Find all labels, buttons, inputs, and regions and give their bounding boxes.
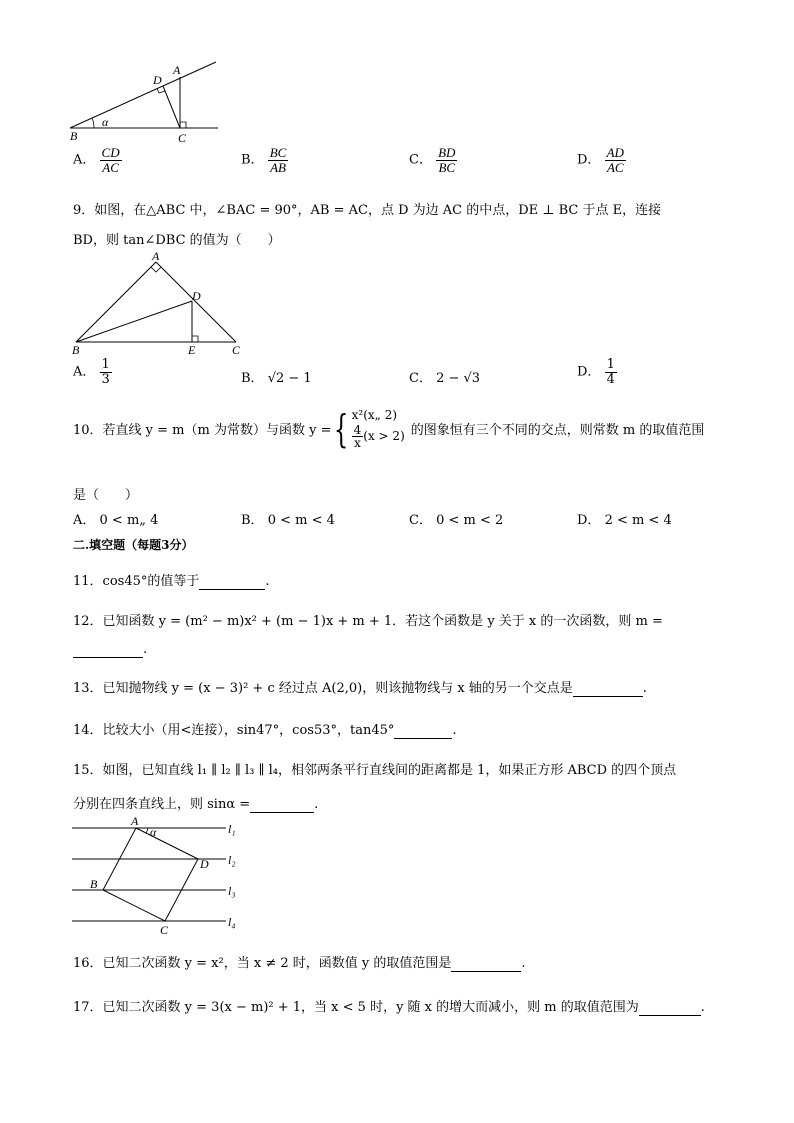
q9-option-b-letter: B． [241,371,264,386]
q8-option-c-den: BC [438,159,456,175]
q12-answer-blank[interactable] [73,642,143,658]
q12-line1: 12．已知函数 y = (m² − m)x² + (m − 1)x + m + 1．若这个函数是 y 关于 x 的一次函数，则 m = [73,614,663,629]
q13-answer-blank[interactable] [573,681,643,697]
q9-line1: 9．如图，在△ABC 中，∠BAC = 90°，AB = AC，点 D 为边 AC 的中点，DE ⊥ BC 于点 E，连接 [73,203,662,218]
section-heading: 二.填空题（每题3分） [73,538,194,552]
q8-option-b-den: AB [270,159,286,175]
q10-piecewise [331,408,404,450]
q12-line2 [73,642,147,658]
q14 [73,719,457,739]
q11-answer-blank[interactable] [199,574,265,590]
q16 [73,952,526,972]
q9-option-b-text: √2 − 1 [267,371,312,386]
q9-option-a-den: 3 [101,371,110,387]
q8-option-b[interactable] [241,146,288,174]
q8-figure [66,58,226,148]
q10-option-c-text: 0 < m < 2 [436,513,504,528]
q10-case2-den: x [354,436,361,451]
q15-label-l1: l₁ [228,822,236,836]
q15-label-D: D [200,857,209,871]
q9-label-E: E [188,343,196,357]
q10-case1: x²(x„ 2) [351,408,398,422]
q9-option-c-text: 2 − √3 [436,371,481,386]
q8-label-B: B [70,129,78,143]
q16-end: . [521,956,526,971]
q10-post: 的图象恒有三个不同的交点，则常数 m 的取值范围 [410,423,705,439]
q8-option-d[interactable] [577,146,626,174]
q11-text: 11．cos45°的值等于 [73,574,200,589]
q17-text: 17．已知二次函数 y = 3(x − m)² + 1，当 x < 5 时，y 随 x 的增大而减小，则 m 的取值范围为 [73,1000,639,1015]
q10-option-a-letter: A． [73,513,96,528]
q13-text: 13．已知抛物线 y = (x − 3)² + c 经过点 A(2,0)，则该抛物线与 x 轴的另一个交点是 [73,681,573,696]
q8-option-a[interactable] [73,146,122,174]
q10-line2: 是（ ） [73,488,139,503]
q14-text: 14．比较大小（用<连接），sin47°，cos53°，tan45° [73,723,395,738]
q15-label-l3: l₃ [228,884,236,898]
q9-option-d-den: 4 [606,371,615,387]
q15-label-C: C [160,923,169,936]
q10-option-d-letter: D． [577,513,601,528]
q10-option-a[interactable] [73,509,158,528]
q9-figure [66,250,256,358]
q17-end: . [700,1000,705,1015]
q10-pre: 10．若直线 y = m（m 为常数）与函数 y = [73,423,332,439]
q10-option-a-text: 0 < m„ 4 [99,513,159,528]
q8-option-c-letter: C． [409,152,432,168]
q14-answer-blank[interactable] [394,723,452,739]
q15-line2 [73,793,318,813]
q8-option-c[interactable] [409,146,457,174]
q10-brace-icon: { [334,406,349,451]
q15-label-alpha: α [150,825,157,839]
q9-option-a[interactable] [73,358,112,386]
q9-line2: BD，则 tan∠DBC 的值为（ ） [73,233,281,248]
q10-option-b-letter: B． [241,513,264,528]
q15-label-l2: l₂ [228,853,236,867]
q10-option-b[interactable] [241,509,335,528]
q8-option-b-num: BC [269,145,287,160]
q10-option-b-text: 0 < m < 4 [267,513,335,528]
q10-case2-num: 4 [353,422,362,437]
q8-label-A: A [173,63,181,77]
q9-label-C: C [232,343,241,357]
q8-label-D: D [153,73,162,87]
q15-figure [66,812,256,936]
q8-option-d-den: AC [606,159,624,175]
q9-option-c-letter: C． [409,371,432,386]
q15-label-B: B [90,877,98,891]
q11 [73,570,270,590]
q8-option-d-num: AD [606,145,624,160]
q9-label-B: B [72,343,80,357]
q9-option-c[interactable] [409,367,480,386]
q17-answer-blank[interactable] [639,1000,701,1016]
q8-option-d-letter: D． [577,152,601,168]
q10-line1 [73,408,704,450]
q14-end: . [452,723,457,738]
q11-end: . [265,574,270,589]
q8-option-a-letter: A． [73,152,96,168]
q8-label-alpha: α [102,115,109,129]
q10-option-c[interactable] [409,509,503,528]
q8-option-a-den: AC [102,159,119,175]
q13-end: . [642,681,647,696]
q12-end: . [143,642,148,657]
q9-option-b[interactable] [241,367,312,386]
q9-label-A: A [152,250,160,263]
q8-option-a-num: CD [101,145,120,160]
q9-option-a-num: 1 [101,357,110,372]
q15-line1: 15．如图，已知直线 l₁ ∥ l₂ ∥ l₃ ∥ l₄，相邻两条平行直线间的距离都是 1，如果正方形 ABCD 的四个顶点 [73,763,677,778]
q15-label-A: A [131,814,139,828]
q15-answer-blank[interactable] [250,797,314,813]
q15-label-l4: l₄ [228,915,236,929]
q9-label-D: D [192,289,201,303]
q16-text: 16．已知二次函数 y = x²，当 x ≠ 2 时，函数值 y 的取值范围是 [73,956,452,971]
q10-case2-cond: (x > 2) [363,428,405,443]
q15-line2-text: 分别在四条直线上，则 sinα = [73,797,251,812]
q9-option-d-num: 1 [606,357,615,372]
q9-option-d-letter: D． [577,364,601,380]
q9-option-a-letter: A． [73,364,96,380]
q8-label-C: C [178,131,187,145]
q10-option-d-text: 2 < m < 4 [604,513,672,528]
q15-end: . [314,797,319,812]
q10-option-d[interactable] [577,509,672,528]
q8-option-b-letter: B． [241,152,264,168]
q16-answer-blank[interactable] [451,956,521,972]
q10-option-c-letter: C． [409,513,432,528]
q9-option-d[interactable] [577,358,617,386]
q8-option-c-num: BD [438,145,456,160]
q13 [73,677,647,697]
q17 [73,996,705,1016]
